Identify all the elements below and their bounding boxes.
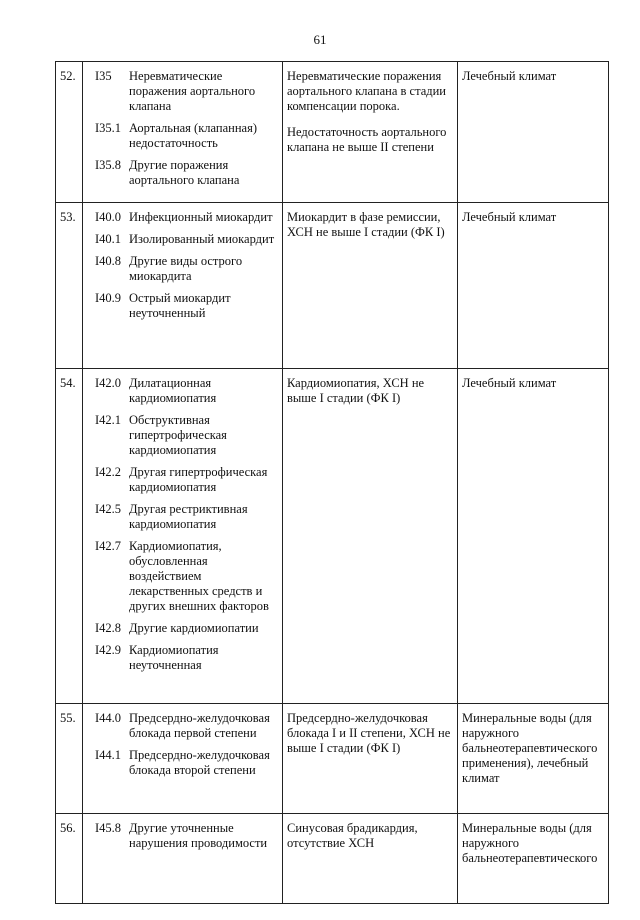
disease-name: Кардиомиопатия неуточненная — [129, 643, 219, 672]
disease-entry — [83, 539, 282, 614]
disease-entry — [83, 643, 282, 673]
icd-code: I42.8 — [95, 621, 122, 635]
disease-entry — [83, 465, 282, 495]
disease-entry — [83, 69, 282, 114]
disease-entry — [83, 748, 282, 778]
icd-code: I42.7 — [95, 539, 122, 553]
disease-entry — [83, 254, 282, 284]
resort-cell: Лечебный климат — [458, 62, 609, 203]
page-number: 61 — [313, 32, 327, 47]
icd-code: I42.2 — [95, 465, 122, 479]
icd-code: I42.0 — [95, 376, 122, 390]
icd-code: I35.1 — [95, 121, 122, 135]
indication-cell — [283, 203, 458, 369]
indication-text: Кардиомиопатия, ХСН не выше I стадии (ФК I) — [287, 376, 425, 405]
indication-text: Предсердно-желудочковая блокада I и II степени, ХСН не выше I стадии (ФК I) — [287, 711, 451, 755]
indication-text: Синусовая брадикардия, отсутствие ХСН — [287, 821, 418, 850]
disease-name: Неревматические поражения аортального клапана — [129, 69, 256, 113]
disease-cell — [83, 704, 283, 814]
resort-cell: Лечебный климат — [458, 203, 609, 369]
disease-entry — [83, 291, 282, 321]
disease-name: Другие кардиомиопатии — [129, 621, 259, 635]
disease-entry — [83, 210, 282, 225]
disease-name: Обструктивная гипертрофическая кардиомиопатия — [129, 413, 227, 457]
table-row — [56, 814, 609, 904]
table-row — [56, 203, 609, 369]
icd-code: I35 — [95, 69, 112, 83]
row-number: 52. — [56, 62, 83, 203]
indication-cell — [283, 62, 458, 203]
icd-code: I40.9 — [95, 291, 122, 305]
indication-text: Неревматические поражения аортального клапана в стадии компенсации порока. — [287, 69, 446, 113]
icd-code: I40.8 — [95, 254, 122, 268]
icd-code: I42.5 — [95, 502, 122, 516]
row-number: 55. — [56, 704, 83, 814]
disease-name: Предсердно-желудочковая блокада первой степени — [129, 711, 270, 740]
disease-entry — [83, 502, 282, 532]
icd-code: I44.1 — [95, 748, 122, 762]
icd-code: I35.8 — [95, 158, 122, 172]
disease-name: Инфекционный миокардит — [129, 210, 273, 224]
icd-code: I42.1 — [95, 413, 122, 427]
disease-cell — [83, 62, 283, 203]
disease-entry — [83, 621, 282, 636]
disease-name: Другие уточненные нарушения проводимости — [129, 821, 268, 850]
table-row — [56, 62, 609, 203]
resort-cell: Минеральные воды (для наружного бальнеотерапевтического применения), лечебный климат — [458, 704, 609, 814]
resort-cell: Минеральные воды (для наружного бальнеотерапевтического — [458, 814, 609, 904]
disease-entry — [83, 232, 282, 247]
disease-name: Предсердно-желудочковая блокада второй степени — [129, 748, 270, 777]
disease-name: Аортальная (клапанная) недостаточность — [129, 121, 257, 150]
disease-cell — [83, 203, 283, 369]
disease-entry — [83, 711, 282, 741]
icd-code: I40.0 — [95, 210, 122, 224]
disease-cell — [83, 814, 283, 904]
disease-name: Дилатационная кардиомиопатия — [129, 376, 217, 405]
icd-code: I45.8 — [95, 821, 122, 835]
icd-code: I44.0 — [95, 711, 122, 725]
disease-name: Другая рестриктивная кардиомиопатия — [129, 502, 248, 531]
row-number: 56. — [56, 814, 83, 904]
disease-name: Кардиомиопатия, обусловленная воздействием лекарственных средств и других внешних факторов — [129, 539, 269, 613]
table-row — [56, 704, 609, 814]
disease-name: Изолированный миокардит — [129, 232, 275, 246]
row-number: 53. — [56, 203, 83, 369]
disease-entry — [83, 121, 282, 151]
disease-cell — [83, 369, 283, 704]
row-number: 54. — [56, 369, 83, 704]
icd-code: I42.9 — [95, 643, 122, 657]
disease-name: Другая гипертрофическая кардиомиопатия — [129, 465, 268, 494]
indication-text: Недостаточность аортального клапана не выше II степени — [287, 125, 447, 154]
disease-name: Другие виды острого миокардита — [129, 254, 243, 283]
indication-cell — [283, 814, 458, 904]
disease-name: Другие поражения аортального клапана — [129, 158, 240, 187]
indication-text: Миокардит в фазе ремиссии, ХСН не выше I стадии (ФК I) — [287, 210, 445, 239]
disease-name: Острый миокардит неуточненный — [129, 291, 231, 320]
resort-cell: Лечебный климат — [458, 369, 609, 704]
disease-entry — [83, 821, 282, 851]
icd-code: I40.1 — [95, 232, 122, 246]
indications-table — [55, 61, 609, 904]
indication-cell — [283, 369, 458, 704]
table-row — [56, 369, 609, 704]
disease-entry — [83, 413, 282, 458]
indication-cell — [283, 704, 458, 814]
disease-entry — [83, 158, 282, 188]
disease-entry — [83, 376, 282, 406]
